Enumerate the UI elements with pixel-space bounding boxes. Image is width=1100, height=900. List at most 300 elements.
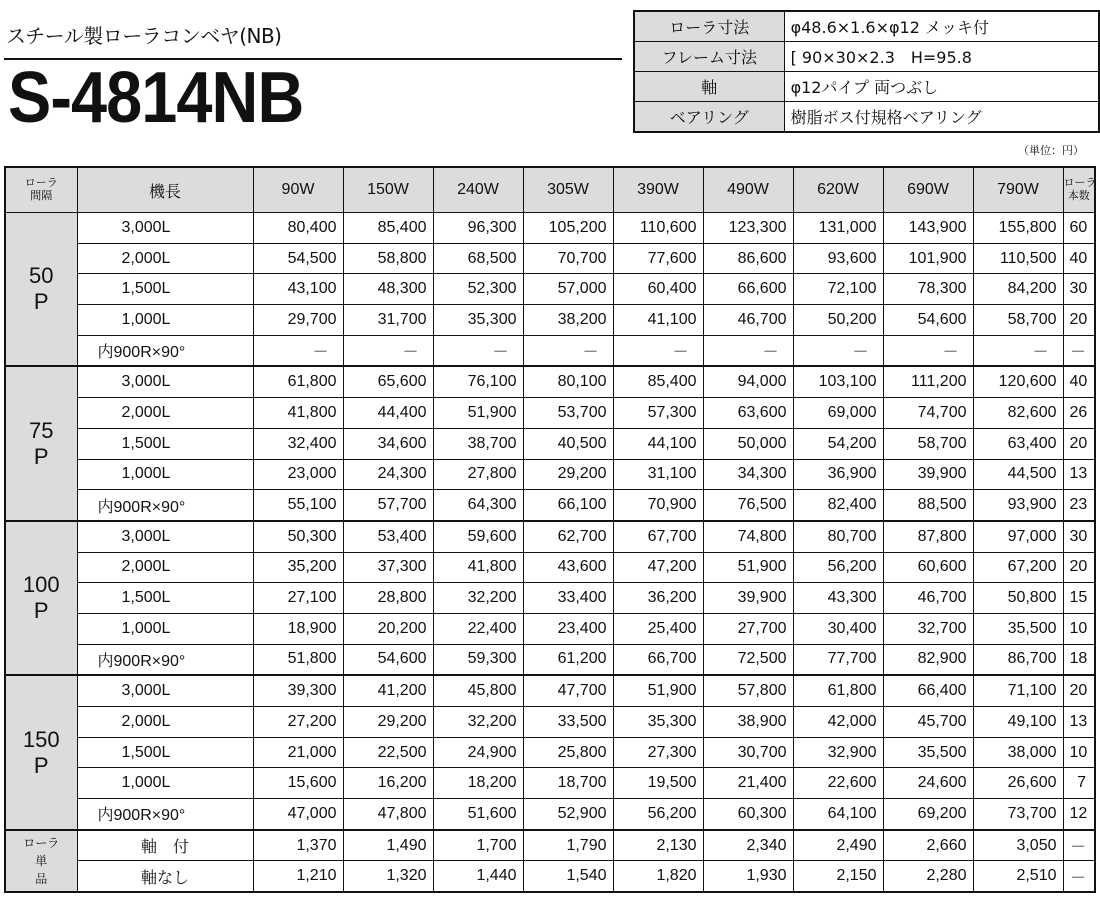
price-cell: － — [883, 335, 973, 366]
price-cell: － — [433, 335, 523, 366]
price-cell: 67,700 — [613, 521, 703, 552]
price-cell: 34,300 — [703, 459, 793, 490]
price-cell: 58,800 — [343, 243, 433, 274]
table-row — [5, 490, 1095, 521]
price-cell: 32,700 — [883, 613, 973, 644]
header-width-620w: 620W — [793, 167, 883, 213]
table-row — [5, 830, 1095, 861]
price-cell: 71,100 — [973, 675, 1063, 706]
spec-label: 軸 — [634, 72, 784, 102]
price-cell: 27,800 — [433, 459, 523, 490]
roller-count-cell: 60 — [1063, 213, 1095, 244]
price-cell: 64,100 — [793, 799, 883, 830]
table-row — [5, 213, 1095, 244]
spec-value: 樹脂ボス付規格ベアリング — [784, 102, 1099, 133]
price-cell: 61,200 — [523, 644, 613, 675]
price-cell: 27,300 — [613, 737, 703, 768]
price-cell: 50,800 — [973, 583, 1063, 614]
header-machine-length: 機長 — [77, 167, 253, 213]
price-cell: 96,300 — [433, 213, 523, 244]
price-cell: 86,600 — [703, 243, 793, 274]
price-cell: 37,300 — [343, 552, 433, 583]
price-cell: 111,200 — [883, 366, 973, 397]
price-cell: 61,800 — [793, 675, 883, 706]
spec-row — [634, 11, 1099, 42]
roller-count-cell: 7 — [1063, 768, 1095, 799]
price-cell: 54,600 — [883, 305, 973, 336]
price-cell: 35,500 — [883, 737, 973, 768]
length-cell: 1,000L — [77, 768, 253, 799]
price-cell: 32,200 — [433, 707, 523, 738]
price-cell: 59,300 — [433, 644, 523, 675]
price-cell: 66,600 — [703, 274, 793, 305]
roller-count-cell: 20 — [1063, 305, 1095, 336]
price-cell: 20,200 — [343, 613, 433, 644]
spec-label: ローラ寸法 — [634, 11, 784, 42]
price-cell: 55,100 — [253, 490, 343, 521]
roller-count-cell: 20 — [1063, 552, 1095, 583]
price-cell: 80,100 — [523, 366, 613, 397]
table-row — [5, 552, 1095, 583]
price-cell: 64,300 — [433, 490, 523, 521]
price-cell: 105,200 — [523, 213, 613, 244]
price-cell: 143,900 — [883, 213, 973, 244]
length-cell: 3,000L — [77, 675, 253, 706]
roller-count-cell: 20 — [1063, 675, 1095, 706]
price-cell: 2,150 — [793, 861, 883, 892]
price-cell: 49,100 — [973, 707, 1063, 738]
table-row — [5, 799, 1095, 830]
length-cell: 軸なし — [77, 861, 253, 892]
price-cell: － — [343, 335, 433, 366]
length-cell: 3,000L — [77, 213, 253, 244]
price-cell: 47,000 — [253, 799, 343, 830]
length-cell: 2,000L — [77, 552, 253, 583]
spec-value: [ 90×30×2.3 H=95.8 — [784, 42, 1099, 72]
roller-count-cell: － — [1063, 861, 1095, 892]
price-cell: － — [703, 335, 793, 366]
price-cell: 54,200 — [793, 428, 883, 459]
price-cell: － — [253, 335, 343, 366]
table-row — [5, 243, 1095, 274]
table-row — [5, 274, 1095, 305]
price-cell: 15,600 — [253, 768, 343, 799]
price-cell: 101,900 — [883, 243, 973, 274]
price-cell: 38,000 — [973, 737, 1063, 768]
table-row — [5, 459, 1095, 490]
price-cell: 35,300 — [613, 707, 703, 738]
price-cell: 120,600 — [973, 366, 1063, 397]
price-header-row — [5, 167, 1095, 213]
price-cell: 82,400 — [793, 490, 883, 521]
spec-label: ベアリング — [634, 102, 784, 133]
price-cell: 65,600 — [343, 366, 433, 397]
price-cell: 110,500 — [973, 243, 1063, 274]
price-cell: 85,400 — [613, 366, 703, 397]
price-cell: 48,300 — [343, 274, 433, 305]
price-cell: 25,800 — [523, 737, 613, 768]
price-cell: 73,700 — [973, 799, 1063, 830]
price-cell: 76,500 — [703, 490, 793, 521]
price-cell: 24,300 — [343, 459, 433, 490]
price-cell: 46,700 — [883, 583, 973, 614]
price-cell: 43,300 — [793, 583, 883, 614]
price-cell: 29,200 — [523, 459, 613, 490]
roller-count-cell: 26 — [1063, 398, 1095, 429]
price-cell: 1,490 — [343, 830, 433, 861]
price-cell: 70,700 — [523, 243, 613, 274]
length-cell: 1,500L — [77, 428, 253, 459]
price-cell: 77,700 — [793, 644, 883, 675]
table-row — [5, 644, 1095, 675]
price-cell: 62,700 — [523, 521, 613, 552]
price-cell: 32,400 — [253, 428, 343, 459]
pitch-label-line: 150 — [22, 726, 60, 752]
roller-count-cell: 23 — [1063, 490, 1095, 521]
price-cell: 43,100 — [253, 274, 343, 305]
pitch-label-line: P — [33, 289, 49, 315]
price-cell: 56,200 — [793, 552, 883, 583]
price-cell: 1,790 — [523, 830, 613, 861]
price-cell: 43,600 — [523, 552, 613, 583]
header-width-305w: 305W — [523, 167, 613, 213]
length-cell: 内900R×90° — [77, 490, 253, 521]
length-cell: 1,000L — [77, 613, 253, 644]
price-cell: － — [613, 335, 703, 366]
price-cell: 80,400 — [253, 213, 343, 244]
price-cell: 51,800 — [253, 644, 343, 675]
length-cell: 2,000L — [77, 243, 253, 274]
price-cell: 54,600 — [343, 644, 433, 675]
roller-count-cell: 10 — [1063, 737, 1095, 768]
price-cell: 131,000 — [793, 213, 883, 244]
price-cell: 59,600 — [433, 521, 523, 552]
roller-count-cell: 40 — [1063, 366, 1095, 397]
roller-count-cell: 30 — [1063, 274, 1095, 305]
price-cell: 72,500 — [703, 644, 793, 675]
header-width-490w: 490W — [703, 167, 793, 213]
roller-count-cell: 20 — [1063, 428, 1095, 459]
pitch-label-line: 75 — [29, 417, 54, 443]
price-cell: 155,800 — [973, 213, 1063, 244]
price-cell: 52,300 — [433, 274, 523, 305]
price-cell: 30,400 — [793, 613, 883, 644]
price-cell: 23,400 — [523, 613, 613, 644]
price-cell: 50,000 — [703, 428, 793, 459]
price-cell: 39,300 — [253, 675, 343, 706]
header-roller-pitch: ローラ 間隔 — [5, 167, 77, 213]
roller-count-cell: － — [1063, 830, 1095, 861]
price-cell: 27,100 — [253, 583, 343, 614]
price-cell: 45,800 — [433, 675, 523, 706]
length-cell: 2,000L — [77, 707, 253, 738]
price-cell: 53,700 — [523, 398, 613, 429]
pitch-label-line: 50 — [29, 263, 54, 289]
price-cell: 2,280 — [883, 861, 973, 892]
price-cell: 34,600 — [343, 428, 433, 459]
price-cell: 39,900 — [883, 459, 973, 490]
spec-row — [634, 72, 1099, 102]
header-width-790w: 790W — [973, 167, 1063, 213]
price-cell: 33,400 — [523, 583, 613, 614]
price-cell: 1,210 — [253, 861, 343, 892]
header-width-690w: 690W — [883, 167, 973, 213]
spec-value: φ48.6×1.6×φ12 メッキ付 — [784, 11, 1099, 42]
price-cell: 93,600 — [793, 243, 883, 274]
length-cell: 内900R×90° — [77, 335, 253, 366]
roller-count-cell: 12 — [1063, 799, 1095, 830]
length-cell: 内900R×90° — [77, 799, 253, 830]
roller-count-cell: － — [1063, 335, 1095, 366]
price-cell: 1,370 — [253, 830, 343, 861]
price-cell: 80,700 — [793, 521, 883, 552]
price-cell: 38,200 — [523, 305, 613, 336]
price-cell: 22,400 — [433, 613, 523, 644]
length-cell: 内900R×90° — [77, 644, 253, 675]
price-cell: 82,900 — [883, 644, 973, 675]
table-row — [5, 768, 1095, 799]
length-cell: 1,000L — [77, 459, 253, 490]
price-cell: 67,200 — [973, 552, 1063, 583]
price-cell: 93,900 — [973, 490, 1063, 521]
price-cell: 18,200 — [433, 768, 523, 799]
price-cell: 24,600 — [883, 768, 973, 799]
price-cell: 41,200 — [343, 675, 433, 706]
price-cell: － — [793, 335, 883, 366]
price-cell: 1,820 — [613, 861, 703, 892]
table-row — [5, 305, 1095, 336]
price-cell: 54,500 — [253, 243, 343, 274]
price-cell: 78,300 — [883, 274, 973, 305]
pitch-label-line: 単 — [35, 853, 48, 868]
price-cell: 50,300 — [253, 521, 343, 552]
price-cell: 97,000 — [973, 521, 1063, 552]
price-cell: 58,700 — [883, 428, 973, 459]
price-cell: 29,200 — [343, 707, 433, 738]
price-cell: 36,900 — [793, 459, 883, 490]
price-cell: 70,900 — [613, 490, 703, 521]
price-cell: 31,700 — [343, 305, 433, 336]
length-cell: 1,000L — [77, 305, 253, 336]
price-cell: 21,400 — [703, 768, 793, 799]
length-cell: 1,500L — [77, 274, 253, 305]
table-row — [5, 737, 1095, 768]
price-cell: 38,900 — [703, 707, 793, 738]
price-cell: 2,340 — [703, 830, 793, 861]
price-cell: 2,660 — [883, 830, 973, 861]
price-cell: 41,100 — [613, 305, 703, 336]
price-cell: 74,700 — [883, 398, 973, 429]
price-cell: 82,600 — [973, 398, 1063, 429]
price-cell: 57,300 — [613, 398, 703, 429]
price-cell: 56,200 — [613, 799, 703, 830]
price-cell: 52,900 — [523, 799, 613, 830]
price-cell: 36,200 — [613, 583, 703, 614]
price-cell: 94,000 — [703, 366, 793, 397]
header-width-240w: 240W — [433, 167, 523, 213]
price-cell: 35,200 — [253, 552, 343, 583]
pitch-group-label — [5, 366, 77, 520]
price-cell: 24,900 — [433, 737, 523, 768]
spec-row — [634, 102, 1099, 133]
product-subtitle: スチール製ローラコンベヤ(NB) — [6, 24, 282, 48]
table-row — [5, 861, 1095, 892]
price-cell: 29,700 — [253, 305, 343, 336]
price-cell: 63,400 — [973, 428, 1063, 459]
price-cell: 47,700 — [523, 675, 613, 706]
roller-count-cell: 13 — [1063, 707, 1095, 738]
price-cell: 2,510 — [973, 861, 1063, 892]
price-cell: 40,500 — [523, 428, 613, 459]
price-cell: 44,400 — [343, 398, 433, 429]
price-cell: 86,700 — [973, 644, 1063, 675]
price-cell: 58,700 — [973, 305, 1063, 336]
spec-table — [633, 10, 1100, 133]
price-cell: 1,930 — [703, 861, 793, 892]
price-cell: 69,200 — [883, 799, 973, 830]
price-cell: 41,800 — [253, 398, 343, 429]
price-cell: 1,320 — [343, 861, 433, 892]
price-cell: 30,700 — [703, 737, 793, 768]
price-cell: 39,900 — [703, 583, 793, 614]
price-cell: 66,700 — [613, 644, 703, 675]
table-row — [5, 335, 1095, 366]
price-cell: 21,000 — [253, 737, 343, 768]
roller-count-cell: 30 — [1063, 521, 1095, 552]
table-row — [5, 675, 1095, 706]
price-cell: 72,100 — [793, 274, 883, 305]
price-cell: 57,800 — [703, 675, 793, 706]
price-cell: 103,100 — [793, 366, 883, 397]
length-cell: 1,500L — [77, 737, 253, 768]
length-cell: 軸 付 — [77, 830, 253, 861]
length-cell: 3,000L — [77, 366, 253, 397]
price-cell: 35,300 — [433, 305, 523, 336]
price-cell: 85,400 — [343, 213, 433, 244]
price-cell: 44,100 — [613, 428, 703, 459]
price-cell: 28,800 — [343, 583, 433, 614]
roller-count-cell: 40 — [1063, 243, 1095, 274]
length-cell: 1,500L — [77, 583, 253, 614]
table-row — [5, 613, 1095, 644]
price-cell: 1,540 — [523, 861, 613, 892]
price-cell: 18,900 — [253, 613, 343, 644]
spec-value: φ12パイプ 両つぶし — [784, 72, 1099, 102]
length-cell: 3,000L — [77, 521, 253, 552]
price-cell: 87,800 — [883, 521, 973, 552]
table-row — [5, 707, 1095, 738]
roller-count-cell: 18 — [1063, 644, 1095, 675]
price-cell: 50,200 — [793, 305, 883, 336]
price-cell: 60,400 — [613, 274, 703, 305]
price-cell: 41,800 — [433, 552, 523, 583]
price-cell: 74,800 — [703, 521, 793, 552]
price-cell: 123,300 — [703, 213, 793, 244]
header-width-90w: 90W — [253, 167, 343, 213]
price-cell: 38,700 — [433, 428, 523, 459]
table-row — [5, 398, 1095, 429]
price-cell: 16,200 — [343, 768, 433, 799]
price-cell: 32,200 — [433, 583, 523, 614]
price-cell: 68,500 — [433, 243, 523, 274]
price-cell: 32,900 — [793, 737, 883, 768]
price-cell: 27,200 — [253, 707, 343, 738]
unit-note: （単位：円） — [1018, 144, 1084, 157]
price-cell: 69,000 — [793, 398, 883, 429]
price-cell: 22,500 — [343, 737, 433, 768]
price-table — [4, 166, 1096, 893]
price-cell: 42,000 — [793, 707, 883, 738]
pitch-label-line: P — [33, 598, 49, 624]
length-cell: 2,000L — [77, 398, 253, 429]
price-cell: 51,900 — [613, 675, 703, 706]
pitch-label-line: P — [33, 752, 49, 778]
price-cell: 47,200 — [613, 552, 703, 583]
price-cell: 22,600 — [793, 768, 883, 799]
price-cell: － — [523, 335, 613, 366]
price-cell: 66,100 — [523, 490, 613, 521]
price-cell: 1,440 — [433, 861, 523, 892]
price-cell: 23,000 — [253, 459, 343, 490]
pitch-label-line: 品 — [35, 871, 48, 886]
price-cell: 47,800 — [343, 799, 433, 830]
header-width-390w: 390W — [613, 167, 703, 213]
price-cell: 51,600 — [433, 799, 523, 830]
header-roller-count: ローラ 本数 — [1063, 167, 1095, 213]
price-cell: 66,400 — [883, 675, 973, 706]
table-row — [5, 428, 1095, 459]
price-cell: 51,900 — [703, 552, 793, 583]
price-cell: 1,700 — [433, 830, 523, 861]
table-row — [5, 366, 1095, 397]
table-row — [5, 521, 1095, 552]
price-cell: 26,600 — [973, 768, 1063, 799]
pitch-group-label — [5, 675, 77, 829]
pitch-group-label — [5, 830, 77, 892]
price-cell: 77,600 — [613, 243, 703, 274]
price-cell: 2,130 — [613, 830, 703, 861]
roller-count-cell: 15 — [1063, 583, 1095, 614]
pitch-label-line: ローラ — [23, 835, 60, 850]
price-cell: 45,700 — [883, 707, 973, 738]
price-cell: 25,400 — [613, 613, 703, 644]
spec-row — [634, 42, 1099, 72]
price-cell: 31,100 — [613, 459, 703, 490]
price-cell: 61,800 — [253, 366, 343, 397]
price-cell: 35,500 — [973, 613, 1063, 644]
price-cell: 18,700 — [523, 768, 613, 799]
price-cell: 3,050 — [973, 830, 1063, 861]
price-cell: 51,900 — [433, 398, 523, 429]
price-cell: 2,490 — [793, 830, 883, 861]
price-cell: 19,500 — [613, 768, 703, 799]
price-cell: 44,500 — [973, 459, 1063, 490]
price-cell: 63,600 — [703, 398, 793, 429]
price-cell: 76,100 — [433, 366, 523, 397]
price-cell: 27,700 — [703, 613, 793, 644]
pitch-group-label — [5, 213, 77, 367]
pitch-label-line: P — [33, 443, 49, 469]
spec-label: フレーム寸法 — [634, 42, 784, 72]
price-cell: 46,700 — [703, 305, 793, 336]
price-cell: 33,500 — [523, 707, 613, 738]
price-cell: 84,200 — [973, 274, 1063, 305]
roller-count-cell: 10 — [1063, 613, 1095, 644]
price-cell: 110,600 — [613, 213, 703, 244]
model-number: S-4814NB — [8, 58, 304, 138]
price-cell: 60,600 — [883, 552, 973, 583]
price-cell: 60,300 — [703, 799, 793, 830]
